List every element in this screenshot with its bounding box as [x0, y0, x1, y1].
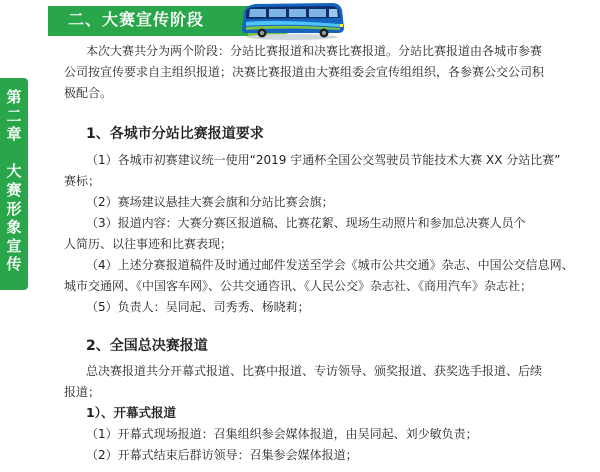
section1-line-4: （3）报道内容：大赛分赛区报道稿、比赛花絮、现场生动照片和参加总决赛人员个 — [86, 216, 526, 230]
section2-sub1-line-2: （2）开幕式结束后群访领导：召集参会媒体报道； — [86, 448, 358, 462]
section1-line-1: （1）各城市初赛建议统一使用“2019 宇通杯全国公交驾驶员节能技术大赛 XX 分站比赛” — [86, 153, 561, 167]
intro-line-1: 本次大赛共分为两个阶段：分站比赛报道和决赛比赛报道。分站比赛报道由各城市参赛 — [86, 44, 543, 58]
section1-line-6: （4）上述分赛报道稿件及时通过邮件发送至学会《城市公共交通》杂志、中国公交信息网、 — [86, 258, 574, 272]
bus-icon — [236, 0, 346, 40]
section-title: 二、大赛宣传阶段 — [68, 10, 205, 29]
chapter-side-tab — [0, 78, 28, 290]
chapter-side-label: 第 二 章 大 赛 形 象 宣 传 — [6, 88, 22, 274]
intro-line-3: 极配合。 — [64, 86, 113, 100]
section1-line-7: 城市交通网、《中国客车网》、公共交通咨讯、《人民公交》杂志社、《商用汽车》杂志社； — [64, 279, 533, 293]
section2-sub1-heading: 1）、开幕式报道 — [86, 405, 176, 420]
section1-line-2: 赛标； — [64, 174, 101, 188]
section1-heading: 1、各城市分站比赛报道要求 — [86, 126, 264, 142]
section2-sub1-line-1: （1）开幕式现场报道：召集组织参会媒体报道，由吴同起、刘少敏负责； — [86, 427, 478, 441]
intro-line-2: 公司按宣传要求自主组织报道；决赛比赛报道由大赛组委会宣传组组织，各参赛公交公司积 — [64, 65, 545, 79]
section2-line-2: 报道； — [64, 385, 101, 399]
section1-line-3: （2）赛场建议悬挂大赛会旗和分站比赛会旗； — [86, 195, 334, 209]
section2-heading: 2、全国总决赛报道 — [86, 338, 208, 354]
section1-line-5: 人简历、以往事迹和比赛表现； — [64, 237, 233, 251]
section1-line-8: （5）负责人：吴同起、司秀秀、杨晓莉； — [86, 300, 310, 314]
section2-line-1: 总决赛报道共分开幕式报道、比赛中报道、专访领导、颁奖报道、获奖选手报道、后续 — [86, 364, 543, 378]
